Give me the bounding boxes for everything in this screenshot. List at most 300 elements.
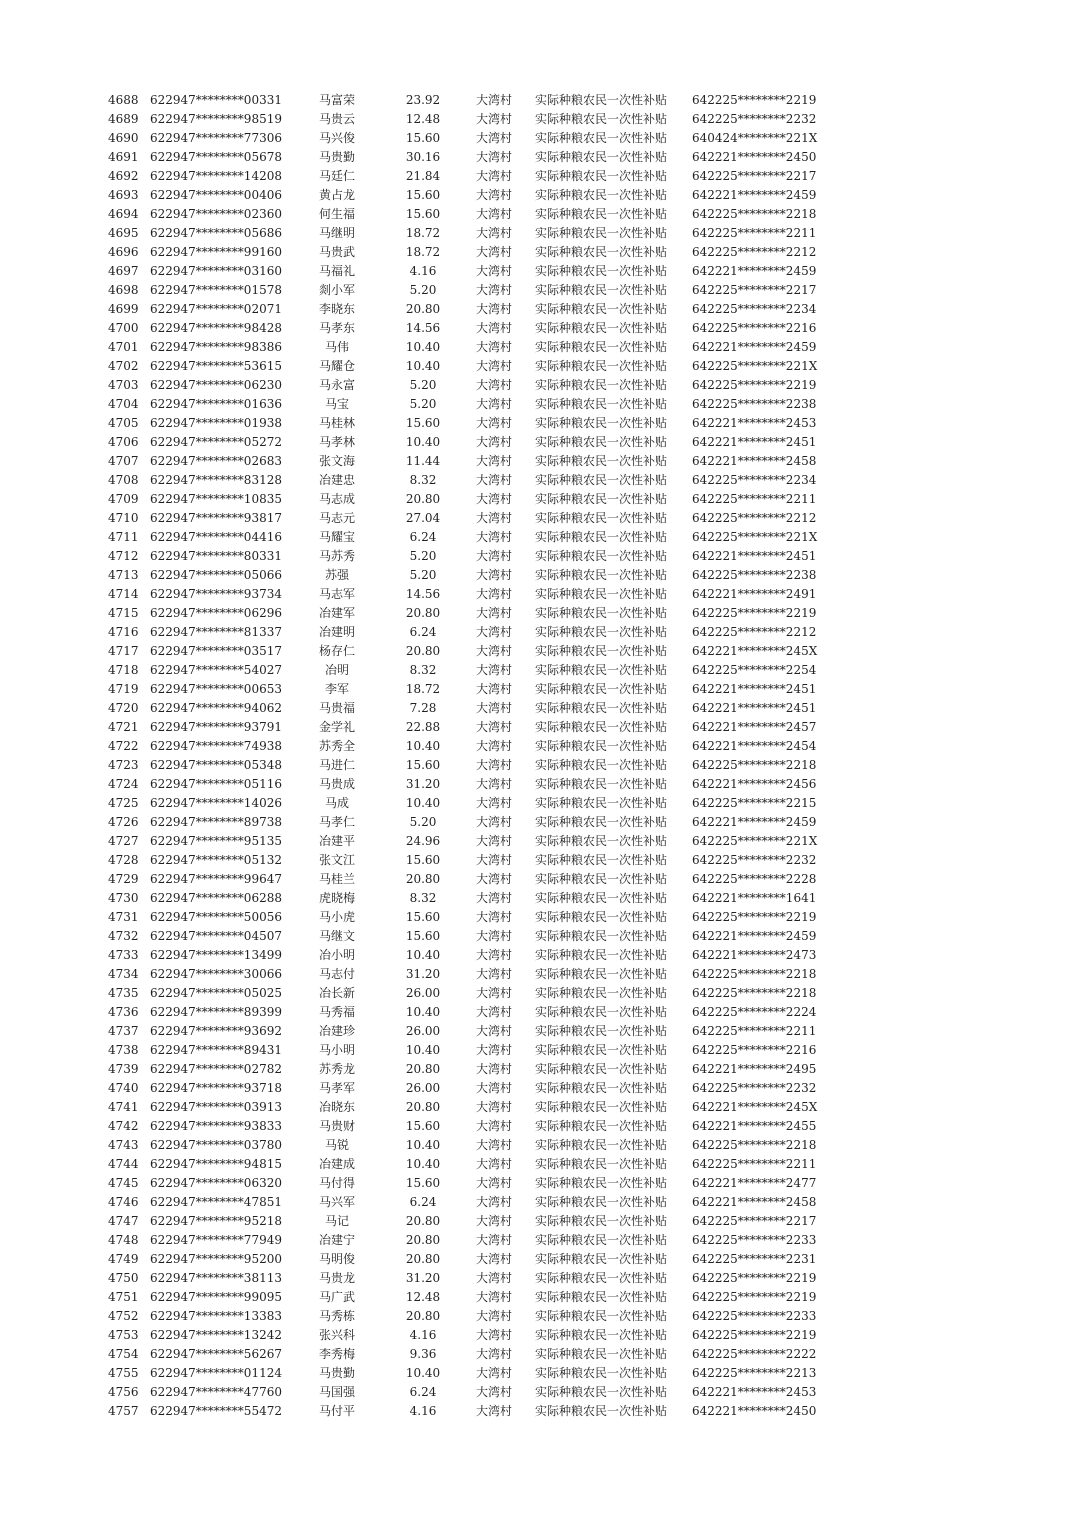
farmer-name: 马明俊	[318, 1252, 355, 1266]
village-name: 大湾村	[476, 93, 513, 107]
subsidy-amount: 5.20	[409, 378, 437, 392]
subsidy-amount: 20.80	[405, 644, 441, 658]
account-number: 622947********01124	[150, 1366, 282, 1380]
subsidy-type: 实际种粮农民一次性补贴	[535, 1271, 668, 1285]
row-number: 4711	[108, 530, 139, 544]
row-number: 4708	[108, 473, 139, 487]
table-row	[0, 110, 1074, 129]
account-number: 622947********93791	[150, 720, 282, 734]
subsidy-type: 实际种粮农民一次性补贴	[535, 264, 668, 278]
table-row	[0, 870, 1074, 889]
id-number: 642221********2453	[692, 416, 817, 430]
farmer-name: 冶长新	[318, 986, 355, 1000]
row-number: 4730	[108, 891, 139, 905]
table-row	[0, 1174, 1074, 1193]
village-name: 大湾村	[476, 549, 513, 563]
village-name: 大湾村	[476, 777, 513, 791]
subsidy-amount: 4.16	[409, 1404, 437, 1418]
id-number: 640424********221X	[692, 131, 818, 145]
row-number: 4736	[108, 1005, 139, 1019]
row-number: 4699	[108, 302, 139, 316]
id-number: 642225********2218	[692, 1138, 817, 1152]
farmer-name: 马贵勤	[318, 150, 355, 164]
account-number: 622947********02071	[150, 302, 282, 316]
subsidy-type: 实际种粮农民一次性补贴	[535, 1290, 668, 1304]
id-number: 642221********2473	[692, 948, 817, 962]
village-name: 大湾村	[476, 1347, 513, 1361]
subsidy-amount: 18.72	[405, 226, 441, 240]
subsidy-amount: 31.20	[405, 1271, 441, 1285]
farmer-name: 何生福	[318, 207, 355, 221]
subsidy-type: 实际种粮农民一次性补贴	[535, 701, 668, 715]
village-name: 大湾村	[476, 283, 513, 297]
table-row	[0, 832, 1074, 851]
subsidy-type: 实际种粮农民一次性补贴	[535, 1366, 668, 1380]
row-number: 4705	[108, 416, 139, 430]
farmer-name: 剡小军	[318, 283, 355, 297]
farmer-name: 马耀仓	[318, 359, 355, 373]
village-name: 大湾村	[476, 169, 513, 183]
subsidy-amount: 15.60	[405, 853, 441, 867]
farmer-name: 苏强	[324, 568, 349, 582]
village-name: 大湾村	[476, 226, 513, 240]
village-name: 大湾村	[476, 112, 513, 126]
row-number: 4744	[108, 1157, 139, 1171]
account-number: 622947********13242	[150, 1328, 282, 1342]
account-number: 622947********03517	[150, 644, 282, 658]
farmer-name: 马桂林	[318, 416, 355, 430]
account-number: 622947********05066	[150, 568, 282, 582]
account-number: 622947********30066	[150, 967, 282, 981]
account-number: 622947********99647	[150, 872, 282, 886]
table-row	[0, 642, 1074, 661]
row-number: 4750	[108, 1271, 139, 1285]
account-number: 622947********77306	[150, 131, 282, 145]
account-number: 622947********00653	[150, 682, 282, 696]
table-row	[0, 1003, 1074, 1022]
subsidy-amount: 20.80	[405, 1100, 441, 1114]
subsidy-amount: 9.36	[409, 1347, 437, 1361]
village-name: 大湾村	[476, 1195, 513, 1209]
row-number: 4756	[108, 1385, 139, 1399]
account-number: 622947********03913	[150, 1100, 282, 1114]
account-number: 622947********06230	[150, 378, 282, 392]
id-number: 642221********2459	[692, 188, 817, 202]
account-number: 622947********89399	[150, 1005, 282, 1019]
subsidy-amount: 23.92	[405, 93, 441, 107]
farmer-name: 马小虎	[318, 910, 355, 924]
subsidy-amount: 10.40	[405, 435, 441, 449]
subsidy-type: 实际种粮农民一次性补贴	[535, 948, 668, 962]
id-number: 642225********2211	[692, 1157, 817, 1171]
row-number: 4718	[108, 663, 139, 677]
table-row	[0, 1288, 1074, 1307]
row-number: 4739	[108, 1062, 139, 1076]
village-name: 大湾村	[476, 625, 513, 639]
account-number: 622947********94815	[150, 1157, 282, 1171]
row-number: 4731	[108, 910, 139, 924]
farmer-name: 马贵财	[318, 1119, 355, 1133]
id-number: 642225********2212	[692, 511, 817, 525]
table-row	[0, 528, 1074, 547]
table-row	[0, 205, 1074, 224]
subsidy-amount: 15.60	[405, 207, 441, 221]
id-number: 642221********2451	[692, 435, 817, 449]
id-number: 642225********2232	[692, 1081, 817, 1095]
farmer-name: 马成	[324, 796, 349, 810]
row-number: 4738	[108, 1043, 139, 1057]
id-number: 642225********2211	[692, 492, 817, 506]
account-number: 622947********55472	[150, 1404, 282, 1418]
account-number: 622947********14208	[150, 169, 282, 183]
id-number: 642225********2213	[692, 1366, 817, 1380]
farmer-name: 马进仁	[318, 758, 355, 772]
row-number: 4692	[108, 169, 139, 183]
farmer-name: 马继文	[318, 929, 355, 943]
id-number: 642221********2477	[692, 1176, 817, 1190]
row-number: 4743	[108, 1138, 139, 1152]
account-number: 622947********93833	[150, 1119, 282, 1133]
subsidy-type: 实际种粮农民一次性补贴	[535, 1252, 668, 1266]
farmer-name: 马继明	[318, 226, 355, 240]
table-row	[0, 1079, 1074, 1098]
village-name: 大湾村	[476, 568, 513, 582]
farmer-name: 冶建军	[318, 606, 355, 620]
subsidy-type: 实际种粮农民一次性补贴	[535, 834, 668, 848]
subsidy-amount: 12.48	[405, 112, 441, 126]
row-number: 4722	[108, 739, 139, 753]
farmer-name: 马广武	[318, 1290, 355, 1304]
subsidy-amount: 4.16	[409, 264, 437, 278]
account-number: 622947********80331	[150, 549, 282, 563]
farmer-name: 李军	[324, 682, 349, 696]
subsidy-amount: 24.96	[405, 834, 441, 848]
farmer-name: 李晓东	[318, 302, 355, 316]
table-row	[0, 547, 1074, 566]
row-number: 4745	[108, 1176, 139, 1190]
farmer-name: 冶建忠	[318, 473, 355, 487]
id-number: 642225********2232	[692, 112, 817, 126]
village-name: 大湾村	[476, 321, 513, 335]
village-name: 大湾村	[476, 397, 513, 411]
subsidy-type: 实际种粮农民一次性补贴	[535, 796, 668, 810]
account-number: 622947********06288	[150, 891, 282, 905]
subsidy-amount: 10.40	[405, 1366, 441, 1380]
subsidy-amount: 20.80	[405, 1252, 441, 1266]
farmer-name: 冶明	[324, 663, 349, 677]
subsidy-amount: 22.88	[405, 720, 441, 734]
subsidy-type: 实际种粮农民一次性补贴	[535, 416, 668, 430]
row-number: 4749	[108, 1252, 139, 1266]
subsidy-amount: 20.80	[405, 1233, 441, 1247]
table-row	[0, 680, 1074, 699]
subsidy-type: 实际种粮农民一次性补贴	[535, 549, 668, 563]
account-number: 622947********95218	[150, 1214, 282, 1228]
id-number: 642225********2219	[692, 1271, 817, 1285]
subsidy-type: 实际种粮农民一次性补贴	[535, 910, 668, 924]
table-row	[0, 1307, 1074, 1326]
id-number: 642221********2451	[692, 682, 817, 696]
village-name: 大湾村	[476, 1043, 513, 1057]
row-number: 4741	[108, 1100, 139, 1114]
subsidy-type: 实际种粮农民一次性补贴	[535, 1214, 668, 1228]
account-number: 622947********10835	[150, 492, 282, 506]
id-number: 642225********2233	[692, 1233, 817, 1247]
table-row	[0, 604, 1074, 623]
id-number: 642225********2218	[692, 967, 817, 981]
subsidy-type: 实际种粮农民一次性补贴	[535, 663, 668, 677]
subsidy-amount: 15.60	[405, 910, 441, 924]
account-number: 622947********98386	[150, 340, 282, 354]
subsidy-amount: 20.80	[405, 606, 441, 620]
account-number: 622947********77949	[150, 1233, 282, 1247]
subsidy-type: 实际种粮农民一次性补贴	[535, 1176, 668, 1190]
id-number: 642225********221X	[692, 530, 818, 544]
village-name: 大湾村	[476, 1005, 513, 1019]
row-number: 4710	[108, 511, 139, 525]
table-row	[0, 623, 1074, 642]
table-row	[0, 1326, 1074, 1345]
table-row	[0, 224, 1074, 243]
farmer-name: 苏秀龙	[318, 1062, 355, 1076]
village-name: 大湾村	[476, 1366, 513, 1380]
account-number: 622947********05272	[150, 435, 282, 449]
id-number: 642221********2455	[692, 1119, 817, 1133]
row-number: 4746	[108, 1195, 139, 1209]
id-number: 642221********245X	[692, 1100, 818, 1114]
id-number: 642225********2216	[692, 321, 817, 335]
account-number: 622947********05116	[150, 777, 282, 791]
village-name: 大湾村	[476, 739, 513, 753]
subsidy-amount: 26.00	[405, 1024, 441, 1038]
account-number: 622947********02782	[150, 1062, 282, 1076]
row-number: 4714	[108, 587, 139, 601]
subsidy-type: 实际种粮农民一次性补贴	[535, 929, 668, 943]
account-number: 622947********89431	[150, 1043, 282, 1057]
farmer-name: 马苏秀	[318, 549, 355, 563]
row-number: 4703	[108, 378, 139, 392]
id-number: 642221********2459	[692, 815, 817, 829]
account-number: 622947********93734	[150, 587, 282, 601]
subsidy-amount: 26.00	[405, 1081, 441, 1095]
village-name: 大湾村	[476, 264, 513, 278]
subsidy-amount: 10.40	[405, 796, 441, 810]
village-name: 大湾村	[476, 492, 513, 506]
table-row	[0, 243, 1074, 262]
subsidy-type: 实际种粮农民一次性补贴	[535, 1328, 668, 1342]
subsidy-type: 实际种粮农民一次性补贴	[535, 511, 668, 525]
subsidy-amount: 10.40	[405, 1138, 441, 1152]
table-row	[0, 1022, 1074, 1041]
table-row	[0, 1041, 1074, 1060]
table-row	[0, 699, 1074, 718]
village-name: 大湾村	[476, 1309, 513, 1323]
farmer-name: 冶建平	[318, 834, 355, 848]
subsidy-amount: 15.60	[405, 758, 441, 772]
subsidy-type: 实际种粮农民一次性补贴	[535, 454, 668, 468]
village-name: 大湾村	[476, 720, 513, 734]
farmer-name: 冶建明	[318, 625, 355, 639]
subsidy-amount: 27.04	[405, 511, 441, 525]
account-number: 622947********93817	[150, 511, 282, 525]
row-number: 4701	[108, 340, 139, 354]
village-name: 大湾村	[476, 530, 513, 544]
table-row	[0, 1117, 1074, 1136]
village-name: 大湾村	[476, 1385, 513, 1399]
id-number: 642225********2238	[692, 568, 817, 582]
subsidy-amount: 4.16	[409, 1328, 437, 1342]
id-number: 642225********2218	[692, 986, 817, 1000]
subsidy-amount: 31.20	[405, 777, 441, 791]
subsidy-type: 实际种粮农民一次性补贴	[535, 1005, 668, 1019]
farmer-name: 马孝林	[318, 435, 355, 449]
subsidy-amount: 10.40	[405, 1043, 441, 1057]
account-number: 622947********99095	[150, 1290, 282, 1304]
subsidy-amount: 20.80	[405, 1062, 441, 1076]
row-number: 4713	[108, 568, 139, 582]
row-number: 4717	[108, 644, 139, 658]
subsidy-type: 实际种粮农民一次性补贴	[535, 1157, 668, 1171]
village-name: 大湾村	[476, 606, 513, 620]
village-name: 大湾村	[476, 1290, 513, 1304]
row-number: 4728	[108, 853, 139, 867]
id-number: 642225********2216	[692, 1043, 817, 1057]
farmer-name: 冶建成	[318, 1157, 355, 1171]
row-number: 4691	[108, 150, 139, 164]
account-number: 622947********14026	[150, 796, 282, 810]
village-name: 大湾村	[476, 1176, 513, 1190]
account-number: 622947********04416	[150, 530, 282, 544]
subsidy-type: 实际种粮农民一次性补贴	[535, 872, 668, 886]
account-number: 622947********02360	[150, 207, 282, 221]
village-name: 大湾村	[476, 663, 513, 677]
subsidy-amount: 20.80	[405, 1214, 441, 1228]
village-name: 大湾村	[476, 1119, 513, 1133]
table-row	[0, 1383, 1074, 1402]
row-number: 4697	[108, 264, 139, 278]
subsidy-type: 实际种粮农民一次性补贴	[535, 473, 668, 487]
village-name: 大湾村	[476, 416, 513, 430]
table-row	[0, 566, 1074, 585]
table-row	[0, 1250, 1074, 1269]
id-number: 642225********2232	[692, 853, 817, 867]
subsidy-type: 实际种粮农民一次性补贴	[535, 1100, 668, 1114]
village-name: 大湾村	[476, 378, 513, 392]
farmer-name: 冶建宁	[318, 1233, 355, 1247]
id-number: 642221********2451	[692, 701, 817, 715]
table-row	[0, 167, 1074, 186]
account-number: 622947********03780	[150, 1138, 282, 1152]
village-name: 大湾村	[476, 834, 513, 848]
village-name: 大湾村	[476, 872, 513, 886]
subsidy-type: 实际种粮农民一次性补贴	[535, 492, 668, 506]
table-row	[0, 91, 1074, 110]
village-name: 大湾村	[476, 587, 513, 601]
subsidy-type: 实际种粮农民一次性补贴	[535, 1233, 668, 1247]
farmer-name: 黄占龙	[318, 188, 355, 202]
account-number: 622947********01578	[150, 283, 282, 297]
account-number: 622947********13383	[150, 1309, 282, 1323]
id-number: 642225********2234	[692, 302, 817, 316]
row-number: 4747	[108, 1214, 139, 1228]
subsidy-type: 实际种粮农民一次性补贴	[535, 1119, 668, 1133]
subsidy-type: 实际种粮农民一次性补贴	[535, 226, 668, 240]
farmer-name: 马贵武	[318, 245, 355, 259]
village-name: 大湾村	[476, 1138, 513, 1152]
subsidy-type: 实际种粮农民一次性补贴	[535, 1347, 668, 1361]
subsidy-type: 实际种粮农民一次性补贴	[535, 283, 668, 297]
table-row	[0, 1098, 1074, 1117]
farmer-name: 苏秀全	[318, 739, 355, 753]
subsidy-type: 实际种粮农民一次性补贴	[535, 1195, 668, 1209]
subsidy-amount: 6.24	[409, 1195, 437, 1209]
row-number: 4688	[108, 93, 139, 107]
table-row	[0, 300, 1074, 319]
row-number: 4720	[108, 701, 139, 715]
id-number: 642221********2459	[692, 340, 817, 354]
id-number: 642225********2233	[692, 1309, 817, 1323]
row-number: 4732	[108, 929, 139, 943]
id-number: 642225********2219	[692, 910, 817, 924]
id-number: 642221********2457	[692, 720, 817, 734]
subsidy-amount: 20.80	[405, 492, 441, 506]
row-number: 4753	[108, 1328, 139, 1342]
table-row	[0, 1060, 1074, 1079]
id-number: 642225********2212	[692, 245, 817, 259]
village-name: 大湾村	[476, 1081, 513, 1095]
village-name: 大湾村	[476, 758, 513, 772]
village-name: 大湾村	[476, 1214, 513, 1228]
account-number: 622947********47760	[150, 1385, 282, 1399]
subsidy-type: 实际种粮农民一次性补贴	[535, 131, 668, 145]
subsidy-amount: 15.60	[405, 416, 441, 430]
table-row	[0, 946, 1074, 965]
id-number: 642225********2231	[692, 1252, 817, 1266]
subsidy-type: 实际种粮农民一次性补贴	[535, 644, 668, 658]
farmer-name: 张文海	[318, 454, 355, 468]
row-number: 4694	[108, 207, 139, 221]
farmer-name: 马志付	[318, 967, 355, 981]
village-name: 大湾村	[476, 188, 513, 202]
subsidy-type: 实际种粮农民一次性补贴	[535, 1404, 668, 1418]
table-row	[0, 1269, 1074, 1288]
village-name: 大湾村	[476, 1271, 513, 1285]
village-name: 大湾村	[476, 340, 513, 354]
row-number: 4726	[108, 815, 139, 829]
subsidy-type: 实际种粮农民一次性补贴	[535, 302, 668, 316]
account-number: 622947********00331	[150, 93, 282, 107]
farmer-name: 马锐	[324, 1138, 349, 1152]
village-name: 大湾村	[476, 1100, 513, 1114]
farmer-name: 马贵云	[318, 112, 355, 126]
table-row	[0, 927, 1074, 946]
subsidy-amount: 6.24	[409, 530, 437, 544]
row-number: 4757	[108, 1404, 139, 1418]
id-number: 642225********2219	[692, 606, 817, 620]
id-number: 642225********2212	[692, 625, 817, 639]
id-number: 642225********2219	[692, 1328, 817, 1342]
table-row	[0, 490, 1074, 509]
table-row	[0, 737, 1074, 756]
subsidy-type: 实际种粮农民一次性补贴	[535, 1062, 668, 1076]
id-number: 642221********2458	[692, 454, 817, 468]
farmer-name: 马志成	[318, 492, 355, 506]
table-row	[0, 661, 1074, 680]
village-name: 大湾村	[476, 1233, 513, 1247]
subsidy-type: 实际种粮农民一次性补贴	[535, 1309, 668, 1323]
account-number: 622947********81337	[150, 625, 282, 639]
farmer-name: 张文江	[318, 853, 355, 867]
